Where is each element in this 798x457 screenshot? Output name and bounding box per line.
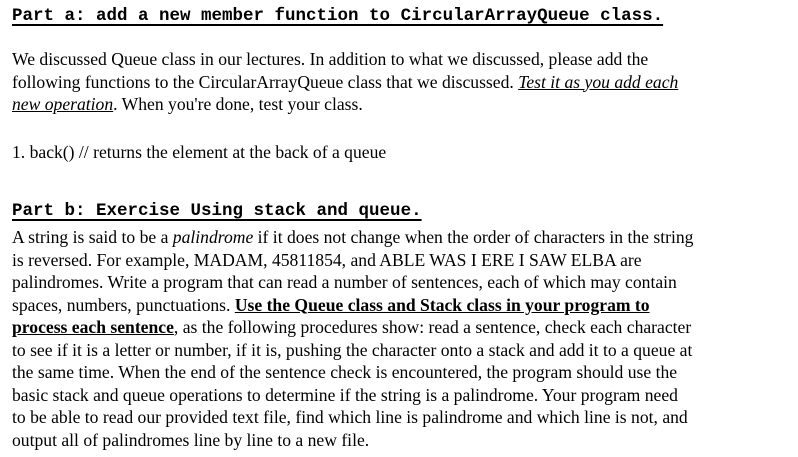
part-b-line-2: is reversed. For example, MADAM, 45811854, and ABLE WAS I ERE I SAW ELBA are <box>12 249 642 270</box>
requirement-emphasis: Use the Queue class and Stack class in your program to <box>234 294 650 315</box>
part-b-line-1-pre: A string is said to be a <box>12 227 173 247</box>
part-a-line-1: We discussed Queue class in our lectures. In addition to what we discussed, please add the <box>12 49 649 69</box>
test-instruction-emphasis: Test it as you add each <box>518 71 679 92</box>
part-b-line-4-pre: spaces, numbers, punctuations. <box>12 294 235 315</box>
part-a-line-2-text: following functions to the CircularArrayQueue class that we discussed. <box>12 71 519 92</box>
part-a-heading: Part a: add a new member function to CircularArrayQueue class. <box>12 6 664 26</box>
part-b-line-1 <box>12 226 790 249</box>
part-b-line-5 <box>12 316 790 339</box>
part-a-line-3-text: . When you're done, test your class. <box>113 94 363 114</box>
part-a-line-3 <box>12 93 790 116</box>
part-b-line-1-post: if it does not change when the order of characters in the string <box>253 227 694 247</box>
part-b-line-4 <box>12 294 790 317</box>
part-a-item-1: 1. back() // returns the element at the back of a queue <box>12 142 387 162</box>
requirement-emphasis-cont: process each sentence <box>12 317 174 337</box>
part-b-line-3: palindromes. Write a program that can read a number of sentences, each of which may contain <box>12 272 677 292</box>
part-b-line-6: to see if it is a letter or number, if it is, pushing the character onto a stack and add it to a queue at <box>12 339 693 360</box>
part-b-line-9: to be able to read our provided text file, find which line is palindrome and which line is not, and <box>12 407 688 427</box>
part-a-line-2 <box>12 71 790 94</box>
part-b-paragraph <box>12 226 790 451</box>
palindrome-term: palindrome <box>172 227 254 247</box>
part-b-line-7: the same time. When the end of the sentence check is encountered, the program should use the <box>12 362 678 382</box>
part-a-paragraph <box>12 48 790 116</box>
test-instruction-emphasis-cont: new operation <box>12 94 114 114</box>
part-b-line-5-post: , as the following procedures show: read a sentence, check each character <box>173 317 692 337</box>
part-b-line-10: output all of palindromes line by line to a new file. <box>12 429 370 450</box>
part-b-heading: Part b: Exercise Using stack and queue. <box>12 201 422 221</box>
part-b-line-8: basic stack and queue operations to determine if the string is a palindrome. Your program need <box>12 384 678 405</box>
